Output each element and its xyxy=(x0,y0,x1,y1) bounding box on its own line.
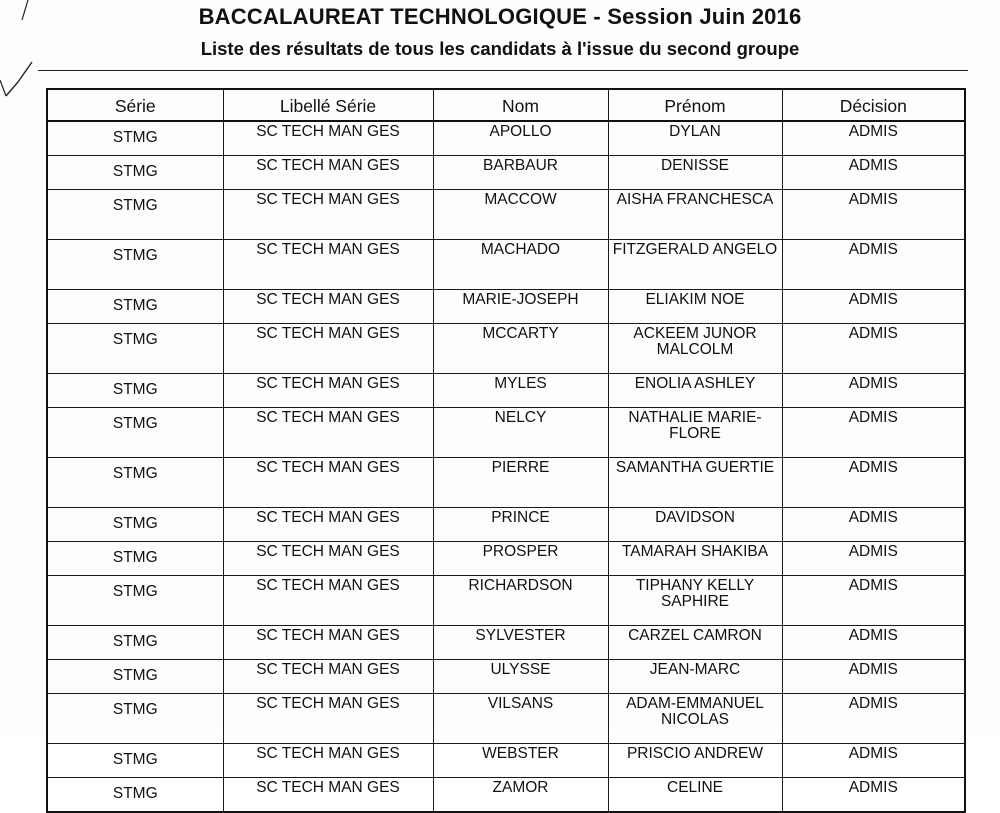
cell-serie: STMG xyxy=(47,324,223,374)
results-table xyxy=(46,88,966,813)
header-prenom: Prénom xyxy=(608,89,782,121)
cell-serie: STMG xyxy=(47,626,223,660)
table-row xyxy=(47,374,965,408)
cell-libelle: SC TECH MAN GES xyxy=(223,190,433,240)
cell-nom: BARBAUR xyxy=(433,156,608,190)
table-row xyxy=(47,744,965,778)
cell-prenom: NATHALIE MARIE-FLORE xyxy=(608,408,782,458)
cell-libelle: SC TECH MAN GES xyxy=(223,121,433,156)
table-row xyxy=(47,694,965,744)
cell-libelle: SC TECH MAN GES xyxy=(223,156,433,190)
cell-prenom: ENOLIA ASHLEY xyxy=(608,374,782,408)
cell-prenom: AISHA FRANCHESCA xyxy=(608,190,782,240)
cell-nom: VILSANS xyxy=(433,694,608,744)
cell-serie: STMG xyxy=(47,408,223,458)
cell-serie: STMG xyxy=(47,508,223,542)
cell-libelle: SC TECH MAN GES xyxy=(223,324,433,374)
cell-serie: STMG xyxy=(47,290,223,324)
cell-serie: STMG xyxy=(47,121,223,156)
cell-libelle: SC TECH MAN GES xyxy=(223,576,433,626)
cell-decision: ADMIS xyxy=(782,121,965,156)
cell-nom: MARIE-JOSEPH xyxy=(433,290,608,324)
cell-prenom: ACKEEM JUNOR MALCOLM xyxy=(608,324,782,374)
header-serie: Série xyxy=(47,89,223,121)
cell-nom: PIERRE xyxy=(433,458,608,508)
cell-prenom: CELINE xyxy=(608,778,782,813)
cell-serie: STMG xyxy=(47,694,223,744)
cell-decision: ADMIS xyxy=(782,458,965,508)
cell-prenom: DYLAN xyxy=(608,121,782,156)
cell-prenom: JEAN-MARC xyxy=(608,660,782,694)
cell-nom: ZAMOR xyxy=(433,778,608,813)
cell-serie: STMG xyxy=(47,156,223,190)
cell-nom: ULYSSE xyxy=(433,660,608,694)
cell-libelle: SC TECH MAN GES xyxy=(223,660,433,694)
cell-nom: NELCY xyxy=(433,408,608,458)
cell-nom: MYLES xyxy=(433,374,608,408)
cell-prenom: DAVIDSON xyxy=(608,508,782,542)
cell-decision: ADMIS xyxy=(782,660,965,694)
cell-decision: ADMIS xyxy=(782,190,965,240)
cell-serie: STMG xyxy=(47,374,223,408)
cell-prenom: DENISSE xyxy=(608,156,782,190)
table-header-row xyxy=(47,89,965,121)
table-row xyxy=(47,408,965,458)
table-row xyxy=(47,542,965,576)
cell-decision: ADMIS xyxy=(782,290,965,324)
document-subtitle: Liste des résultats de tous les candidats à l'issue du second groupe xyxy=(200,38,800,59)
cell-nom: RICHARDSON xyxy=(433,576,608,626)
table-row xyxy=(47,121,965,156)
cell-serie: STMG xyxy=(47,576,223,626)
header-decision: Décision xyxy=(782,89,965,121)
table-row xyxy=(47,156,965,190)
cell-decision: ADMIS xyxy=(782,542,965,576)
cell-serie: STMG xyxy=(47,190,223,240)
cell-decision: ADMIS xyxy=(782,744,965,778)
cell-serie: STMG xyxy=(47,542,223,576)
cell-decision: ADMIS xyxy=(782,374,965,408)
cell-prenom: TIPHANY KELLY SAPHIRE xyxy=(608,576,782,626)
cell-libelle: SC TECH MAN GES xyxy=(223,626,433,660)
cell-serie: STMG xyxy=(47,458,223,508)
cell-libelle: SC TECH MAN GES xyxy=(223,374,433,408)
table-row xyxy=(47,240,965,290)
cell-serie: STMG xyxy=(47,744,223,778)
cell-libelle: SC TECH MAN GES xyxy=(223,408,433,458)
cell-libelle: SC TECH MAN GES xyxy=(223,542,433,576)
table-row xyxy=(47,190,965,240)
cell-nom: APOLLO xyxy=(433,121,608,156)
cell-prenom: FITZGERALD ANGELO xyxy=(608,240,782,290)
cell-prenom: ELIAKIM NOE xyxy=(608,290,782,324)
cell-libelle: SC TECH MAN GES xyxy=(223,508,433,542)
cell-prenom: PRISCIO ANDREW xyxy=(608,744,782,778)
cell-decision: ADMIS xyxy=(782,156,965,190)
cell-libelle: SC TECH MAN GES xyxy=(223,290,433,324)
header-libelle-serie: Libellé Série xyxy=(223,89,433,121)
cell-prenom: CARZEL CAMRON xyxy=(608,626,782,660)
table-row xyxy=(47,576,965,626)
cell-libelle: SC TECH MAN GES xyxy=(223,694,433,744)
table-row xyxy=(47,324,965,374)
table-row xyxy=(47,508,965,542)
document-title: BACCALAUREAT TECHNOLOGIQUE - Session Juin 2016 xyxy=(198,4,802,29)
table-row xyxy=(47,626,965,660)
cell-nom: PROSPER xyxy=(433,542,608,576)
cell-prenom: ADAM-EMMANUEL NICOLAS xyxy=(608,694,782,744)
cell-nom: MACCOW xyxy=(433,190,608,240)
cell-decision: ADMIS xyxy=(782,626,965,660)
cell-serie: STMG xyxy=(47,778,223,813)
cell-decision: ADMIS xyxy=(782,324,965,374)
cell-libelle: SC TECH MAN GES xyxy=(223,778,433,813)
title-divider xyxy=(38,70,968,71)
cell-nom: PRINCE xyxy=(433,508,608,542)
cell-decision: ADMIS xyxy=(782,240,965,290)
cell-serie: STMG xyxy=(47,240,223,290)
cell-libelle: SC TECH MAN GES xyxy=(223,240,433,290)
cell-decision: ADMIS xyxy=(782,576,965,626)
cell-prenom: TAMARAH SHAKIBA xyxy=(608,542,782,576)
cell-serie: STMG xyxy=(47,660,223,694)
cell-decision: ADMIS xyxy=(782,408,965,458)
table-row xyxy=(47,290,965,324)
cell-nom: MACHADO xyxy=(433,240,608,290)
header-nom: Nom xyxy=(433,89,608,121)
cell-nom: WEBSTER xyxy=(433,744,608,778)
cell-nom: MCCARTY xyxy=(433,324,608,374)
table-row xyxy=(47,458,965,508)
cell-decision: ADMIS xyxy=(782,694,965,744)
cell-libelle: SC TECH MAN GES xyxy=(223,744,433,778)
cell-prenom: SAMANTHA GUERTIE xyxy=(608,458,782,508)
cell-libelle: SC TECH MAN GES xyxy=(223,458,433,508)
table-row xyxy=(47,660,965,694)
cell-decision: ADMIS xyxy=(782,778,965,813)
table-row xyxy=(47,778,965,813)
cell-decision: ADMIS xyxy=(782,508,965,542)
cell-nom: SYLVESTER xyxy=(433,626,608,660)
